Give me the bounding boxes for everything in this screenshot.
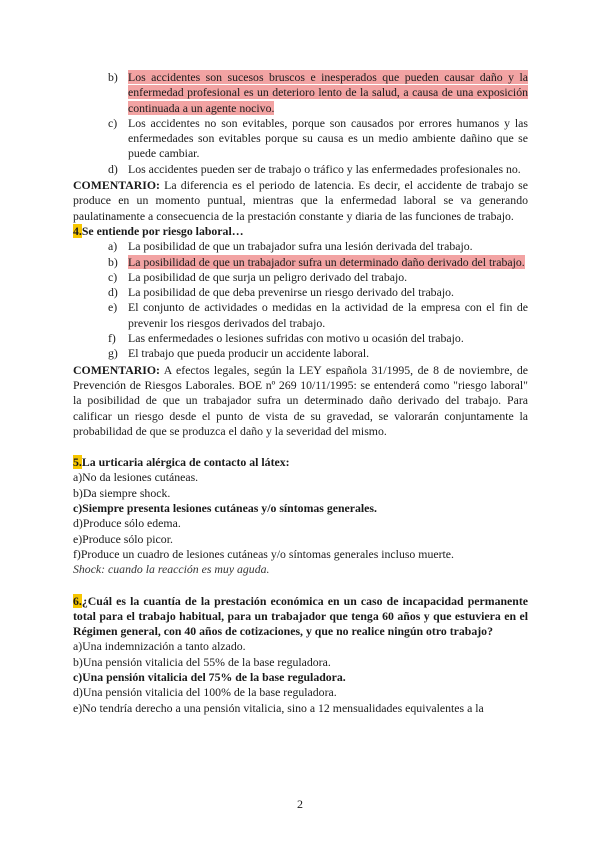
page-number: 2 — [297, 797, 303, 811]
q5-option-a: a)No da lesiones cutáneas. — [73, 470, 199, 485]
option-text: Los accidentes no son evitables, porque son causados por errores humanos y las enfermedades son evitables porque su causa es un medio ambiente dañino que se puede cambiar. — [128, 115, 528, 161]
question-text: ¿Cuál es la cuantía de la prestación económica en un caso de incapacidad permanente total para el trabajo habitual, para un trabajador que tenga 60 años y que estuviera en el Régimen general, con 40 años de cotizaciones, y que no realice ningún otro trabajo? — [73, 593, 528, 639]
q4-option-c — [73, 270, 528, 285]
q6-question — [73, 594, 528, 640]
question-number: 5. — [73, 455, 82, 470]
option-text: El trabajo que pueda producir un accidente laboral. — [128, 346, 370, 361]
q4-option-f — [73, 331, 528, 346]
option-label: c) — [108, 269, 118, 284]
q4-question — [73, 224, 528, 239]
option-label: c) — [108, 115, 118, 130]
comment-text: La diferencia es el periodo de latencia. Es decir, el accidente de trabajo se produce en un momento puntual, mientras que la enfermedad laboral se va generando paulatinamente a consecuencia de la prestación constante y diaria de las funciones de trabajo. — [73, 178, 528, 223]
q4-option-a — [73, 239, 528, 254]
q5-question — [73, 455, 528, 470]
comment-label: COMENTARIO: — [73, 178, 160, 193]
q6-option-c-correct: c)Una pensión vitalicia del 75% de la base reguladora. — [73, 669, 346, 684]
question-text: Se entiende por riesgo laboral… — [81, 223, 244, 238]
option-label: e) — [108, 300, 118, 315]
option-label: d) — [108, 161, 118, 176]
option-text-correct: Los accidentes son sucesos bruscos e inesperados que pueden causar daño y la enfermedad profesional es un deterioro lento de la salud, a causa de una exposición continuada a un agente nocivo. — [128, 70, 528, 115]
option-text: La posibilidad de que deba prevenirse un riesgo derivado del trabajo. — [128, 285, 454, 300]
option-label: b) — [108, 70, 118, 84]
q4-option-g — [73, 346, 528, 361]
q6-option-a: a)Una indemnización a tanto alzado. — [73, 639, 246, 654]
q4-option-e — [73, 300, 528, 331]
option-label: d) — [108, 285, 118, 300]
q3-option-c — [73, 116, 528, 162]
q6-option-e: e)No tendría derecho a una pensión vitalicia, sino a 12 mensualidades equivalentes a la — [73, 700, 484, 715]
question-number: 4. — [73, 223, 82, 238]
spacer — [73, 578, 528, 594]
q5-option-b: b)Da siempre shock. — [73, 485, 171, 500]
spacer — [73, 439, 528, 455]
option-text: Los accidentes pueden ser de trabajo o tráfico y las enfermedades profesionales no. — [128, 161, 521, 176]
q3-comment — [73, 178, 528, 224]
page-content — [73, 70, 528, 716]
q6-option-d: d)Una pensión vitalicia del 100% de la base reguladora. — [73, 685, 337, 700]
q4-comment — [73, 363, 528, 439]
q5-option-d: d)Produce sólo edema. — [73, 516, 181, 531]
comment-text: A efectos legales, según la LEY española 31/1995, de 8 de noviembre, de Prevención de Riesgos Laborales. BOE nº 269 10/11/1995: se entenderá como "riesgo laboral" la posibilidad de que un trabajador sufra un determinado daño derivado del trabajo. Para calificar un riesgo desde el punto de vista de su gravedad, se valorarán conjuntamente la probabilidad de que se produzca el daño y la severidad del mismo. — [73, 362, 528, 438]
option-text: Las enfermedades o lesiones sufridas con motivo u ocasión del trabajo. — [128, 331, 464, 346]
q3-option-d — [73, 162, 528, 177]
option-label: a) — [108, 239, 118, 254]
option-label: g) — [108, 346, 118, 361]
q5-option-c-correct: c)Siempre presenta lesiones cutáneas y/o síntomas generales. — [73, 501, 377, 516]
option-text: El conjunto de actividades o medidas en la actividad de la empresa con el fin de prevenir los riesgos derivados del trabajo. — [128, 300, 528, 330]
question-number: 6. — [73, 593, 82, 608]
question-text: La urticaria alérgica de contacto al látex: — [81, 455, 290, 470]
comment-label: COMENTARIO: — [73, 362, 160, 377]
option-text-correct: La posibilidad de que un trabajador sufra un determinado daño derivado del trabajo. — [128, 254, 525, 269]
q3-option-b — [73, 70, 528, 116]
q5-note: Shock: cuando la reacción es muy aguda. — [73, 562, 270, 577]
q6-option-b: b)Una pensión vitalicia del 55% de la base reguladora. — [73, 654, 331, 669]
q5-option-e: e)Produce sólo picor. — [73, 531, 173, 546]
option-label: b) — [108, 254, 118, 269]
q5-option-f: f)Produce un cuadro de lesiones cutáneas y/o síntomas generales incluso muerte. — [73, 546, 454, 561]
option-text: La posibilidad de que surja un peligro derivado del trabajo. — [128, 269, 408, 284]
q4-option-b — [73, 255, 528, 270]
option-text: La posibilidad de que un trabajador sufra una lesión derivada del trabajo. — [128, 239, 473, 254]
q4-option-d — [73, 285, 528, 300]
option-label: f) — [108, 331, 116, 346]
